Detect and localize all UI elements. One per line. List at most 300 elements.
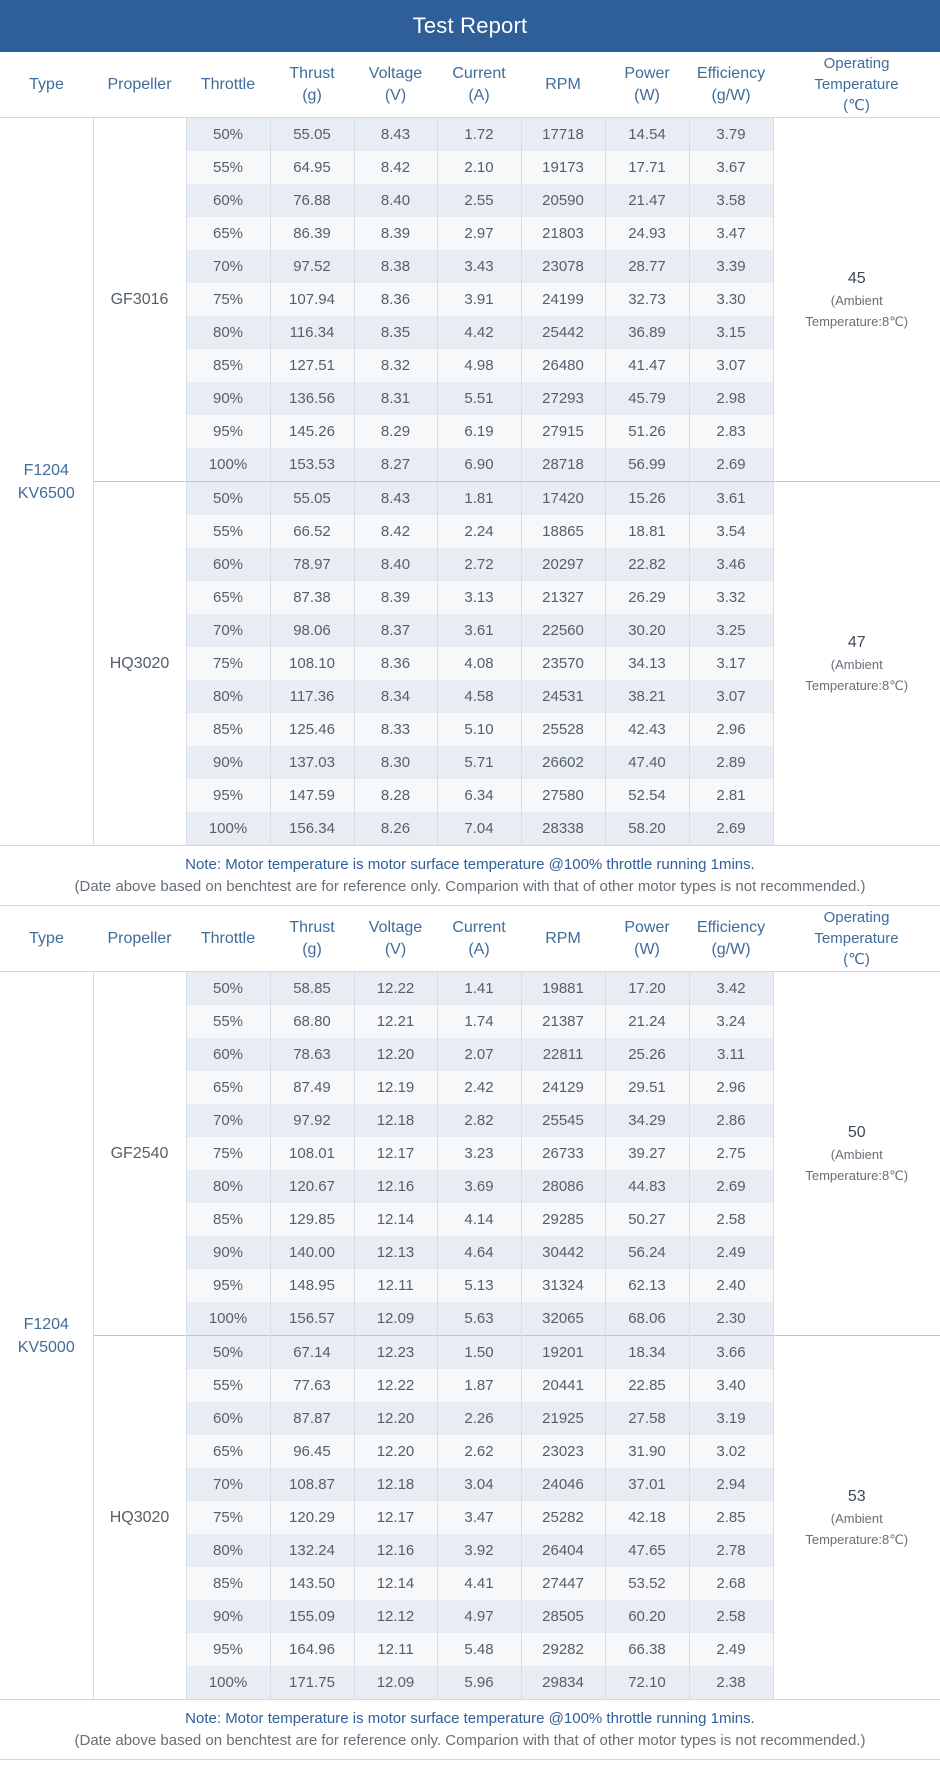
current-cell: 4.98 xyxy=(437,349,521,382)
throttle-cell: 95% xyxy=(186,1269,270,1302)
header-thrust-line: Thrust xyxy=(289,918,335,936)
voltage-cell: 8.36 xyxy=(354,283,437,316)
header-power-line: (W) xyxy=(634,940,660,958)
current-cell: 1.81 xyxy=(437,482,521,516)
voltage-cell: 8.43 xyxy=(354,482,437,516)
current-cell: 2.42 xyxy=(437,1071,521,1104)
header-voltage-line: (V) xyxy=(384,86,407,104)
operating-temperature-cell xyxy=(773,118,940,482)
table-header xyxy=(0,52,940,118)
header-power-line: Power xyxy=(624,918,670,936)
rpm-cell: 21925 xyxy=(521,1402,605,1435)
throttle-cell: 55% xyxy=(186,1369,270,1402)
note-disclaimer: (Date above based on benchtest are for reference only. Comparion with that of other motor types is not recommended.) xyxy=(74,878,866,895)
current-cell: 3.43 xyxy=(437,250,521,283)
voltage-cell: 8.30 xyxy=(354,746,437,779)
header-current-line: (A) xyxy=(468,940,490,958)
throttle-cell: 50% xyxy=(186,1336,270,1370)
thrust-cell: 132.24 xyxy=(270,1534,354,1567)
rpm-cell: 28505 xyxy=(521,1600,605,1633)
thrust-cell: 97.52 xyxy=(270,250,354,283)
current-cell: 3.13 xyxy=(437,581,521,614)
power-cell: 42.18 xyxy=(605,1501,689,1534)
current-cell: 6.19 xyxy=(437,415,521,448)
current-cell: 4.42 xyxy=(437,316,521,349)
power-cell: 22.82 xyxy=(605,548,689,581)
header-power xyxy=(605,906,689,972)
note-temperature: Note: Motor temperature is motor surface temperature @100% throttle running 1mins. xyxy=(185,856,755,873)
header-throttle-line: Throttle xyxy=(200,929,256,947)
thrust-cell: 58.85 xyxy=(270,972,354,1006)
current-cell: 3.91 xyxy=(437,283,521,316)
power-cell: 17.20 xyxy=(605,972,689,1006)
power-cell: 22.85 xyxy=(605,1369,689,1402)
motor-type-cell xyxy=(0,118,93,846)
thrust-cell: 78.63 xyxy=(270,1038,354,1071)
voltage-cell: 12.22 xyxy=(354,1369,437,1402)
header-current-line: Current xyxy=(452,64,506,82)
efficiency-cell: 3.02 xyxy=(689,1435,773,1468)
efficiency-cell: 3.17 xyxy=(689,647,773,680)
ambient-label: (Ambient xyxy=(830,292,883,308)
header-rpm xyxy=(521,906,605,972)
throttle-cell: 50% xyxy=(186,482,270,516)
thrust-cell: 55.05 xyxy=(270,482,354,516)
thrust-cell: 145.26 xyxy=(270,415,354,448)
current-cell: 4.08 xyxy=(437,647,521,680)
voltage-cell: 12.21 xyxy=(354,1005,437,1038)
table-row xyxy=(0,1336,940,1370)
voltage-cell: 8.26 xyxy=(354,812,437,845)
operating-temperature-cell xyxy=(773,972,940,1336)
rpm-cell: 24129 xyxy=(521,1071,605,1104)
header-current-line: Current xyxy=(452,918,506,936)
throttle-cell: 55% xyxy=(186,151,270,184)
motor-model: F1204 xyxy=(23,1315,69,1333)
efficiency-cell: 3.42 xyxy=(689,972,773,1006)
current-cell: 3.61 xyxy=(437,614,521,647)
thrust-cell: 87.38 xyxy=(270,581,354,614)
current-cell: 2.07 xyxy=(437,1038,521,1071)
current-cell: 4.14 xyxy=(437,1203,521,1236)
header-efficiency-line: Efficiency xyxy=(696,64,766,82)
power-cell: 28.77 xyxy=(605,250,689,283)
propeller-cell: HQ3020 xyxy=(93,482,186,846)
rpm-cell: 26602 xyxy=(521,746,605,779)
power-cell: 56.24 xyxy=(605,1236,689,1269)
throttle-cell: 100% xyxy=(186,812,270,845)
report-sections xyxy=(0,52,940,1760)
voltage-cell: 8.42 xyxy=(354,151,437,184)
voltage-cell: 8.43 xyxy=(354,118,437,152)
temperature-value: 50 xyxy=(847,1123,866,1141)
voltage-cell: 8.36 xyxy=(354,647,437,680)
thrust-cell: 156.34 xyxy=(270,812,354,845)
power-cell: 41.47 xyxy=(605,349,689,382)
header-throttle xyxy=(186,906,270,972)
voltage-cell: 12.16 xyxy=(354,1170,437,1203)
thrust-cell: 67.14 xyxy=(270,1336,354,1370)
current-cell: 5.10 xyxy=(437,713,521,746)
current-cell: 3.23 xyxy=(437,1137,521,1170)
header-voltage-line: Voltage xyxy=(368,64,423,82)
throttle-cell: 90% xyxy=(186,746,270,779)
power-cell: 37.01 xyxy=(605,1468,689,1501)
propeller-cell: GF3016 xyxy=(93,118,186,482)
ambient-temperature: Temperature:8℃) xyxy=(805,1531,909,1547)
efficiency-cell: 2.40 xyxy=(689,1269,773,1302)
throttle-cell: 70% xyxy=(186,1468,270,1501)
rpm-cell: 27915 xyxy=(521,415,605,448)
header-power-line: (W) xyxy=(634,86,660,104)
header-operating-temperature xyxy=(773,52,940,118)
efficiency-cell: 2.69 xyxy=(689,812,773,845)
power-cell: 34.29 xyxy=(605,1104,689,1137)
voltage-cell: 8.31 xyxy=(354,382,437,415)
power-cell: 51.26 xyxy=(605,415,689,448)
thrust-cell: 148.95 xyxy=(270,1269,354,1302)
thrust-cell: 120.29 xyxy=(270,1501,354,1534)
voltage-cell: 8.38 xyxy=(354,250,437,283)
efficiency-cell: 3.67 xyxy=(689,151,773,184)
efficiency-cell: 2.68 xyxy=(689,1567,773,1600)
voltage-cell: 12.11 xyxy=(354,1633,437,1666)
power-cell: 53.52 xyxy=(605,1567,689,1600)
current-cell: 5.48 xyxy=(437,1633,521,1666)
rpm-cell: 29834 xyxy=(521,1666,605,1699)
ambient-label: (Ambient xyxy=(830,1510,883,1526)
current-cell: 3.47 xyxy=(437,1501,521,1534)
ambient-temperature: Temperature:8℃) xyxy=(805,1167,909,1183)
power-cell: 66.38 xyxy=(605,1633,689,1666)
header-operating-temperature-line: Temperature xyxy=(814,930,899,947)
voltage-cell: 12.09 xyxy=(354,1302,437,1336)
voltage-cell: 12.12 xyxy=(354,1600,437,1633)
thrust-cell: 86.39 xyxy=(270,217,354,250)
thrust-cell: 77.63 xyxy=(270,1369,354,1402)
thrust-cell: 108.10 xyxy=(270,647,354,680)
power-cell: 17.71 xyxy=(605,151,689,184)
operating-temperature-cell xyxy=(773,1336,940,1700)
voltage-cell: 8.29 xyxy=(354,415,437,448)
ambient-temperature: Temperature:8℃) xyxy=(805,677,909,693)
current-cell: 2.82 xyxy=(437,1104,521,1137)
efficiency-cell: 3.07 xyxy=(689,680,773,713)
efficiency-cell: 2.49 xyxy=(689,1236,773,1269)
voltage-cell: 8.42 xyxy=(354,515,437,548)
power-cell: 62.13 xyxy=(605,1269,689,1302)
current-cell: 2.26 xyxy=(437,1402,521,1435)
rpm-cell: 19201 xyxy=(521,1336,605,1370)
current-cell: 2.55 xyxy=(437,184,521,217)
current-cell: 1.50 xyxy=(437,1336,521,1370)
voltage-cell: 12.19 xyxy=(354,1071,437,1104)
thrust-cell: 116.34 xyxy=(270,316,354,349)
throttle-cell: 70% xyxy=(186,250,270,283)
rpm-cell: 23078 xyxy=(521,250,605,283)
thrust-cell: 55.05 xyxy=(270,118,354,152)
header-type xyxy=(0,906,93,972)
throttle-cell: 90% xyxy=(186,1600,270,1633)
current-cell: 2.24 xyxy=(437,515,521,548)
efficiency-cell: 3.66 xyxy=(689,1336,773,1370)
thrust-cell: 164.96 xyxy=(270,1633,354,1666)
thrust-cell: 137.03 xyxy=(270,746,354,779)
rpm-cell: 21327 xyxy=(521,581,605,614)
header-operating-temperature-line: Operating xyxy=(823,909,890,926)
current-cell: 3.92 xyxy=(437,1534,521,1567)
rpm-cell: 24046 xyxy=(521,1468,605,1501)
temperature-value: 47 xyxy=(847,633,866,651)
thrust-cell: 108.01 xyxy=(270,1137,354,1170)
efficiency-cell: 3.39 xyxy=(689,250,773,283)
throttle-cell: 55% xyxy=(186,515,270,548)
rpm-cell: 25442 xyxy=(521,316,605,349)
power-cell: 29.51 xyxy=(605,1071,689,1104)
header-thrust xyxy=(270,52,354,118)
efficiency-cell: 2.69 xyxy=(689,1170,773,1203)
rpm-cell: 17420 xyxy=(521,482,605,516)
rpm-cell: 27580 xyxy=(521,779,605,812)
power-cell: 34.13 xyxy=(605,647,689,680)
rpm-cell: 17718 xyxy=(521,118,605,152)
power-cell: 47.40 xyxy=(605,746,689,779)
voltage-cell: 12.13 xyxy=(354,1236,437,1269)
power-cell: 21.24 xyxy=(605,1005,689,1038)
efficiency-cell: 2.98 xyxy=(689,382,773,415)
header-propeller xyxy=(93,52,186,118)
voltage-cell: 8.35 xyxy=(354,316,437,349)
throttle-cell: 100% xyxy=(186,1666,270,1699)
thrust-cell: 140.00 xyxy=(270,1236,354,1269)
throttle-cell: 75% xyxy=(186,647,270,680)
power-cell: 21.47 xyxy=(605,184,689,217)
current-cell: 1.74 xyxy=(437,1005,521,1038)
efficiency-cell: 3.58 xyxy=(689,184,773,217)
current-cell: 5.51 xyxy=(437,382,521,415)
voltage-cell: 8.37 xyxy=(354,614,437,647)
temperature-value: 45 xyxy=(847,269,866,287)
rpm-cell: 32065 xyxy=(521,1302,605,1336)
throttle-cell: 100% xyxy=(186,1302,270,1336)
current-cell: 4.97 xyxy=(437,1600,521,1633)
header-efficiency-line: Efficiency xyxy=(696,918,766,936)
thrust-cell: 107.94 xyxy=(270,283,354,316)
thrust-cell: 125.46 xyxy=(270,713,354,746)
current-cell: 1.72 xyxy=(437,118,521,152)
efficiency-cell: 3.15 xyxy=(689,316,773,349)
thrust-cell: 64.95 xyxy=(270,151,354,184)
thrust-cell: 87.49 xyxy=(270,1071,354,1104)
efficiency-cell: 2.81 xyxy=(689,779,773,812)
test-table xyxy=(0,906,940,1699)
power-cell: 18.81 xyxy=(605,515,689,548)
header-throttle-line: Throttle xyxy=(200,75,256,93)
header-operating-temperature-line: Temperature xyxy=(814,76,899,93)
thrust-cell: 66.52 xyxy=(270,515,354,548)
voltage-cell: 8.34 xyxy=(354,680,437,713)
current-cell: 2.97 xyxy=(437,217,521,250)
rpm-cell: 26733 xyxy=(521,1137,605,1170)
power-cell: 56.99 xyxy=(605,448,689,482)
throttle-cell: 60% xyxy=(186,184,270,217)
throttle-cell: 65% xyxy=(186,1435,270,1468)
throttle-cell: 60% xyxy=(186,548,270,581)
rpm-cell: 27293 xyxy=(521,382,605,415)
efficiency-cell: 2.89 xyxy=(689,746,773,779)
voltage-cell: 8.28 xyxy=(354,779,437,812)
thrust-cell: 143.50 xyxy=(270,1567,354,1600)
efficiency-cell: 2.94 xyxy=(689,1468,773,1501)
thrust-cell: 108.87 xyxy=(270,1468,354,1501)
throttle-cell: 90% xyxy=(186,1236,270,1269)
header-efficiency xyxy=(689,52,773,118)
current-cell: 2.10 xyxy=(437,151,521,184)
note-box xyxy=(0,845,940,906)
thrust-cell: 117.36 xyxy=(270,680,354,713)
header-thrust-line: (g) xyxy=(302,940,322,958)
throttle-cell: 80% xyxy=(186,1534,270,1567)
header-row xyxy=(0,52,940,118)
header-propeller-line: Propeller xyxy=(107,75,172,93)
header-operating-temperature-line: (℃) xyxy=(843,97,870,114)
thrust-cell: 68.80 xyxy=(270,1005,354,1038)
voltage-cell: 8.27 xyxy=(354,448,437,482)
throttle-cell: 95% xyxy=(186,779,270,812)
efficiency-cell: 3.61 xyxy=(689,482,773,516)
current-cell: 3.69 xyxy=(437,1170,521,1203)
efficiency-cell: 3.24 xyxy=(689,1005,773,1038)
rpm-cell: 24199 xyxy=(521,283,605,316)
header-type-line: Type xyxy=(29,75,64,93)
table-body xyxy=(0,118,940,846)
efficiency-cell: 2.30 xyxy=(689,1302,773,1336)
throttle-cell: 65% xyxy=(186,217,270,250)
current-cell: 3.04 xyxy=(437,1468,521,1501)
header-type xyxy=(0,52,93,118)
current-cell: 5.13 xyxy=(437,1269,521,1302)
header-current xyxy=(437,906,521,972)
header-power-line: Power xyxy=(624,64,670,82)
thrust-cell: 129.85 xyxy=(270,1203,354,1236)
rpm-cell: 24531 xyxy=(521,680,605,713)
efficiency-cell: 2.49 xyxy=(689,1633,773,1666)
header-rpm-line: RPM xyxy=(545,929,581,947)
voltage-cell: 8.32 xyxy=(354,349,437,382)
efficiency-cell: 2.96 xyxy=(689,713,773,746)
header-operating-temperature xyxy=(773,906,940,972)
throttle-cell: 70% xyxy=(186,614,270,647)
motor-kv: KV6500 xyxy=(17,484,75,502)
throttle-cell: 85% xyxy=(186,713,270,746)
table-header xyxy=(0,906,940,972)
header-voltage-line: (V) xyxy=(384,940,407,958)
thrust-cell: 87.87 xyxy=(270,1402,354,1435)
header-thrust-line: Thrust xyxy=(289,64,335,82)
header-row xyxy=(0,906,940,972)
rpm-cell: 29285 xyxy=(521,1203,605,1236)
efficiency-cell: 2.86 xyxy=(689,1104,773,1137)
rpm-cell: 31324 xyxy=(521,1269,605,1302)
voltage-cell: 12.18 xyxy=(354,1104,437,1137)
throttle-cell: 75% xyxy=(186,283,270,316)
note-box xyxy=(0,1699,940,1760)
table-row xyxy=(0,482,940,516)
throttle-cell: 95% xyxy=(186,415,270,448)
rpm-cell: 28718 xyxy=(521,448,605,482)
header-efficiency-line: (g/W) xyxy=(711,86,751,104)
throttle-cell: 95% xyxy=(186,1633,270,1666)
power-cell: 44.83 xyxy=(605,1170,689,1203)
header-propeller xyxy=(93,906,186,972)
power-cell: 26.29 xyxy=(605,581,689,614)
current-cell: 2.72 xyxy=(437,548,521,581)
throttle-cell: 60% xyxy=(186,1038,270,1071)
voltage-cell: 12.11 xyxy=(354,1269,437,1302)
motor-type-cell xyxy=(0,972,93,1700)
thrust-cell: 136.56 xyxy=(270,382,354,415)
power-cell: 39.27 xyxy=(605,1137,689,1170)
efficiency-cell: 2.96 xyxy=(689,1071,773,1104)
throttle-cell: 50% xyxy=(186,972,270,1006)
voltage-cell: 12.14 xyxy=(354,1567,437,1600)
voltage-cell: 12.22 xyxy=(354,972,437,1006)
header-rpm-line: RPM xyxy=(545,75,581,93)
header-thrust-line: (g) xyxy=(302,86,322,104)
efficiency-cell: 3.19 xyxy=(689,1402,773,1435)
thrust-cell: 127.51 xyxy=(270,349,354,382)
thrust-cell: 78.97 xyxy=(270,548,354,581)
throttle-cell: 55% xyxy=(186,1005,270,1038)
rpm-cell: 23570 xyxy=(521,647,605,680)
voltage-cell: 8.33 xyxy=(354,713,437,746)
power-cell: 24.93 xyxy=(605,217,689,250)
voltage-cell: 12.20 xyxy=(354,1402,437,1435)
throttle-cell: 70% xyxy=(186,1104,270,1137)
efficiency-cell: 3.54 xyxy=(689,515,773,548)
operating-temperature-cell xyxy=(773,482,940,846)
header-efficiency xyxy=(689,906,773,972)
power-cell: 36.89 xyxy=(605,316,689,349)
header-voltage xyxy=(354,52,437,118)
throttle-cell: 65% xyxy=(186,1071,270,1104)
throttle-cell: 90% xyxy=(186,382,270,415)
voltage-cell: 8.40 xyxy=(354,548,437,581)
thrust-cell: 76.88 xyxy=(270,184,354,217)
power-cell: 72.10 xyxy=(605,1666,689,1699)
rpm-cell: 28086 xyxy=(521,1170,605,1203)
efficiency-cell: 2.58 xyxy=(689,1203,773,1236)
propeller-cell: GF2540 xyxy=(93,972,186,1336)
test-table xyxy=(0,52,940,845)
efficiency-cell: 2.85 xyxy=(689,1501,773,1534)
throttle-cell: 50% xyxy=(186,118,270,152)
throttle-cell: 65% xyxy=(186,581,270,614)
efficiency-cell: 3.79 xyxy=(689,118,773,152)
rpm-cell: 20297 xyxy=(521,548,605,581)
thrust-cell: 97.92 xyxy=(270,1104,354,1137)
rpm-cell: 22811 xyxy=(521,1038,605,1071)
header-type-line: Type xyxy=(29,929,64,947)
note-disclaimer: (Date above based on benchtest are for reference only. Comparion with that of other motor types is not recommended.) xyxy=(74,1732,866,1749)
header-efficiency-line: (g/W) xyxy=(711,940,751,958)
thrust-cell: 156.57 xyxy=(270,1302,354,1336)
voltage-cell: 12.17 xyxy=(354,1501,437,1534)
thrust-cell: 155.09 xyxy=(270,1600,354,1633)
power-cell: 58.20 xyxy=(605,812,689,845)
efficiency-cell: 3.40 xyxy=(689,1369,773,1402)
rpm-cell: 21803 xyxy=(521,217,605,250)
